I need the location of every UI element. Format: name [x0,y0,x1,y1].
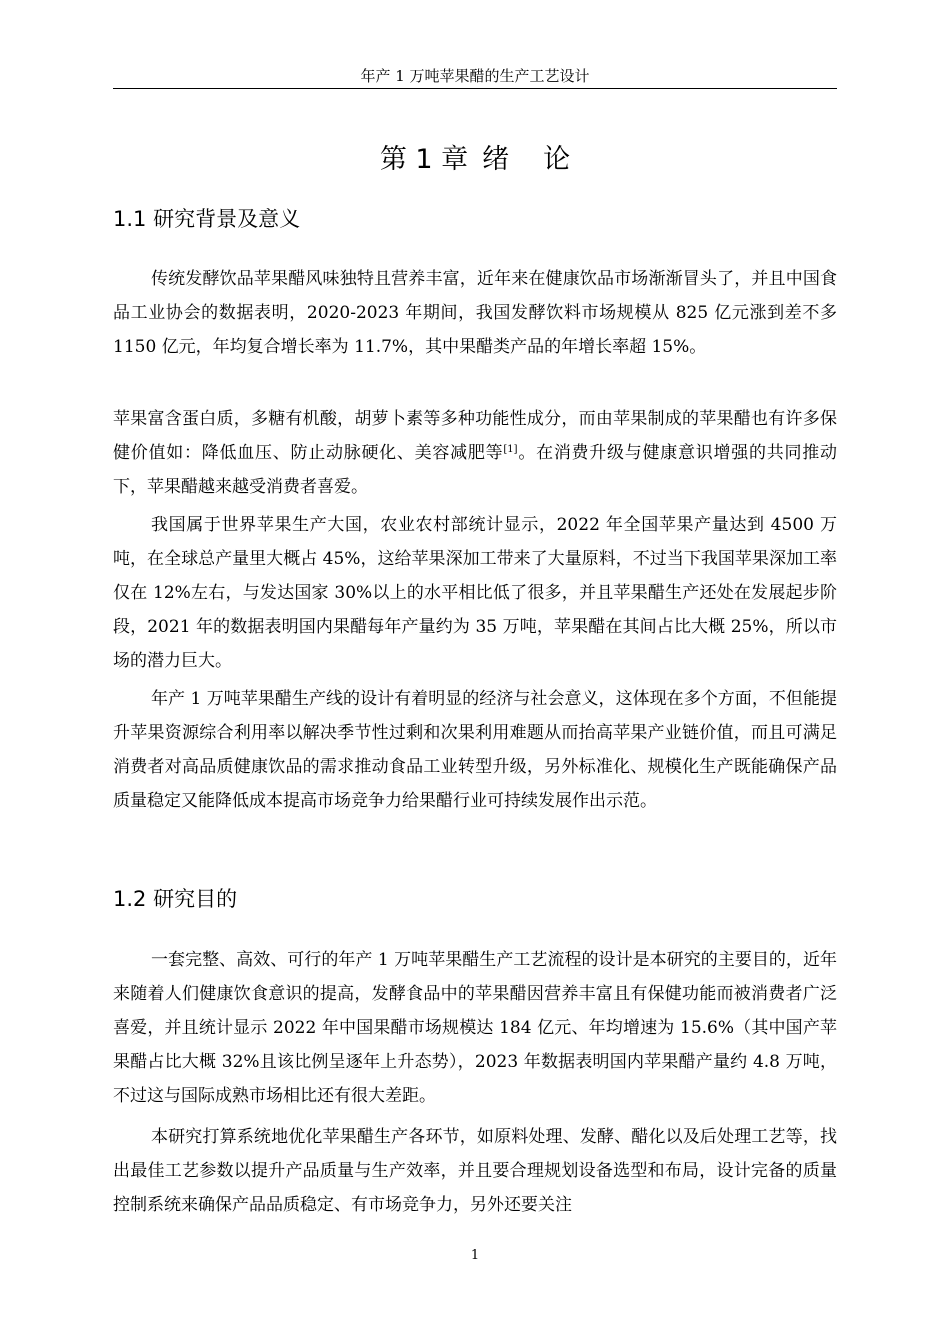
paragraph-background-1: 传统发酵饮品苹果醋风味独特且营养丰富，近年来在健康饮品市场渐渐冒头了，并且中国食品工业协会的数据表明，2020-2023 年期间，我国发酵饮料市场规模从 825 亿元涨到差不多 1150 亿元，年均复合增长率为 11.7%，其中果醋类产品的年增长率超 15%。 [113,269,837,357]
paragraph-purpose-2: 本研究打算系统地优化苹果醋生产各环节，如原料处理、发酵、醋化以及后处理工艺等，找出最佳工艺参数以提升产品质量与生产效率，并且要合理规划设备选型和布局，设计完备的质量控制系统来确保产品品质稳定、有市场竞争力，另外还要关注 [113,1127,837,1215]
paragraph-background-4: 年产 1 万吨苹果醋生产线的设计有着明显的经济与社会意义，这体现在多个方面，不但能提升苹果资源综合利用率以解决季节性过剩和次果利用难题从而抬高苹果产业链价值，而且可满足消费者对高品质健康饮品的需求推动食品工业转型升级，另外标准化、规模化生产既能确保产品质量稳定又能降低成本提高市场竞争力给果醋行业可持续发展作出示范。 [113,689,837,811]
chapter-title-part2: 论 [543,144,571,175]
section-heading-1-2: 1.2 研究目的 [113,887,238,911]
header-divider [113,88,837,89]
paragraph-text: 。在消费升级与健康意识增强的共同推动下，苹果醋越来越受消费者喜爱。 [113,443,838,497]
running-header: 年产 1 万吨苹果醋的生产工艺设计 [360,67,590,85]
page-number: 1 [470,1248,480,1263]
chapter-title-part1: 绪 [482,144,510,175]
paragraph-background-3: 我国属于世界苹果生产大国，农业农村部统计显示，2022 年全国苹果产量达到 4500 万吨，在全球总产量里大概占 45%，这给苹果深加工带来了大量原料，不过当下我国苹果深加工率仅在 12%左右，与发达国家 30%以上的水平相比低了很多，并且苹果醋生产还处在发展起步阶段，2021 年的数据表明国内果醋每年产量约为 35 万吨，苹果醋在其间占比大概 25%，所以市场的潜力巨大。 [113,515,837,671]
citation-reference: [1] [503,444,518,455]
chapter-number: 第 1 章 [379,144,469,175]
section-heading-1-1: 1.1 研究背景及意义 [113,207,301,231]
paragraph-purpose-1: 一套完整、高效、可行的年产 1 万吨苹果醋生产工艺流程的设计是本研究的主要目的，近年来随着人们健康饮食意识的提高，发酵食品中的苹果醋因营养丰富且有保健功能而被消费者广泛喜爱，并且统计显示 2022 年中国果醋市场规模达 184 亿元、年均增速为 15.6%（其中国产苹果醋占比大概 32%且该比例呈逐年上升态势），2023 年数据表明国内苹果醋产量约 4.8 万吨，不过这与国际成熟市场相比还有很大差距。 [113,950,837,1106]
paragraph-background-2 [113,402,837,504]
chapter-title [113,140,837,180]
paragraph-text: 苹果富含蛋白质，多糖有机酸，胡萝卜素等多种功能性成分，而由苹果制成的苹果醋也有许多保健价值如：降低血压、防止动脉硬化、美容减肥等 [113,409,837,463]
